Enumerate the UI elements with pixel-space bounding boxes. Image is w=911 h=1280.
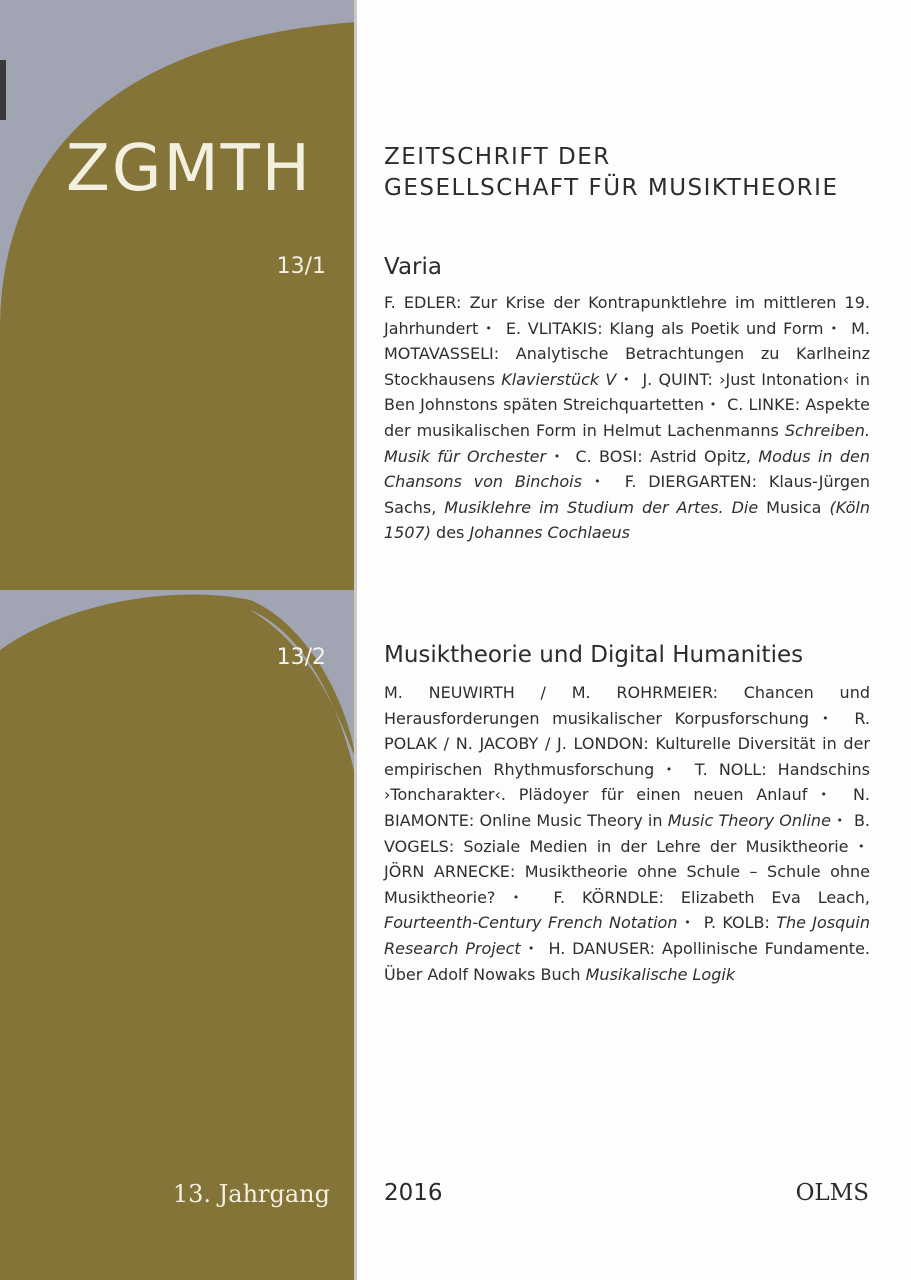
journal-title-line-2: GESELLSCHAFT FÜR MUSIKTHEORIE [384,175,839,201]
entry-text: J. QUINT: ›Just Intonation‹ in Ben Johnstons späten Streichquartetten [384,369,871,415]
bullet-separator: • [850,839,869,853]
spine-divider [354,0,357,1280]
journal-logo: ZGMTH [66,132,312,206]
cover-spine-panel [0,0,356,1280]
italic-title-text: The Josquin Research Project [384,913,871,958]
section-contents-digital-humanities [384,680,870,987]
italic-title-text: Modus in den Chansons von Binchois [384,446,871,492]
italic-title-text: Klavierstück V [501,369,617,389]
bullet-separator: • [522,941,540,955]
bullet-separator: • [809,788,839,802]
entry-text: F. DIERGARTEN: Klaus-Jürgen Sachs, [384,472,871,517]
publisher-name: OLMS [795,1180,869,1206]
italic-title-text: (Köln 1507) [384,497,871,543]
bullet-separator: • [825,321,843,335]
journal-full-title [384,142,870,204]
entry-text: F. EDLER: Zur Krise der Kontrapunktlehre im mittleren 19. Jahrhundert [384,293,870,338]
italic-title-text: Fourteenth-Century French Notation [384,913,678,933]
entry-text: P. KOLB: [703,913,777,933]
entry-text: T. NOLL: Handschins ›Toncharakter‹. Plädoyer für einen neuen Anlauf [384,759,870,805]
entry-text: F. KÖRNDLE: Elizabeth Eva Leach, [553,887,870,907]
issue-number-2: 13/2 [276,645,326,670]
section-heading-digital-humanities: Musiktheorie und Digital Humanities [384,642,804,668]
entry-text: C. LINKE: Aspekte der musikalischen Form in Helmut Lachenmanns [384,395,871,440]
entry-text: Musica [766,497,830,517]
spine-edge-mark [0,60,6,120]
entry-text: B. VOGELS: Soziale Medien in der Lehre der Musiktheorie [384,810,870,856]
entry-text: M. NEUWIRTH / M. ROHRMEIER: Chancen und Herausforderungen musikalischer Korpusforschung [384,683,870,728]
entry-text: M. MOTAVASSELI: Analytische Betrachtungen zu Karlheinz Stockhausens [384,318,870,389]
italic-title-text: Music Theory Online [667,810,831,830]
bullet-separator: • [706,398,720,412]
publication-year: 2016 [384,1180,443,1206]
bullet-separator: • [497,890,535,904]
section-contents-varia [384,290,870,546]
bullet-separator: • [480,321,498,335]
volume-label: 13. Jahrgang [172,1180,330,1208]
italic-title-text: Musiklehre im Studium der Artes. Die [444,497,767,517]
bullet-separator: • [548,449,567,463]
bullet-separator: • [679,916,696,930]
italic-title-text: Musikalische Logik [585,964,736,984]
bullet-separator: • [618,372,635,386]
bullet-separator: • [656,762,682,776]
entry-text: H. DANUSER: Apollinische Fundamente. Über Adolf Nowaks Buch [384,938,871,984]
journal-title-line-1: ZEITSCHRIFT DER [384,144,611,170]
entry-text: E. VLITAKIS: Klang als Poetik und Form [505,318,824,338]
bullet-separator: • [832,813,847,827]
italic-title-text: Schreiben. Musik für Orchester [384,420,870,466]
entry-text: des [430,523,470,543]
bullet-separator: • [811,711,840,725]
bullet-separator: • [583,475,611,489]
entry-text: JÖRN ARNECKE: Musiktheorie ohne Schule – Schule ohne Musiktheorie? [384,862,870,907]
italic-title-text: Johannes Cochlaeus [469,523,630,543]
entry-text: C. BOSI: Astrid Opitz, [575,446,759,466]
entry-text: R. POLAK / N. JACOBY / J. LONDON: Kulturelle Diversität in der empirischen Rhythmusforschung [384,708,871,779]
issue-number-1: 13/1 [276,254,326,279]
section-heading-varia: Varia [384,254,442,280]
entry-text: N. BIAMONTE: Online Music Theory in [384,785,870,830]
